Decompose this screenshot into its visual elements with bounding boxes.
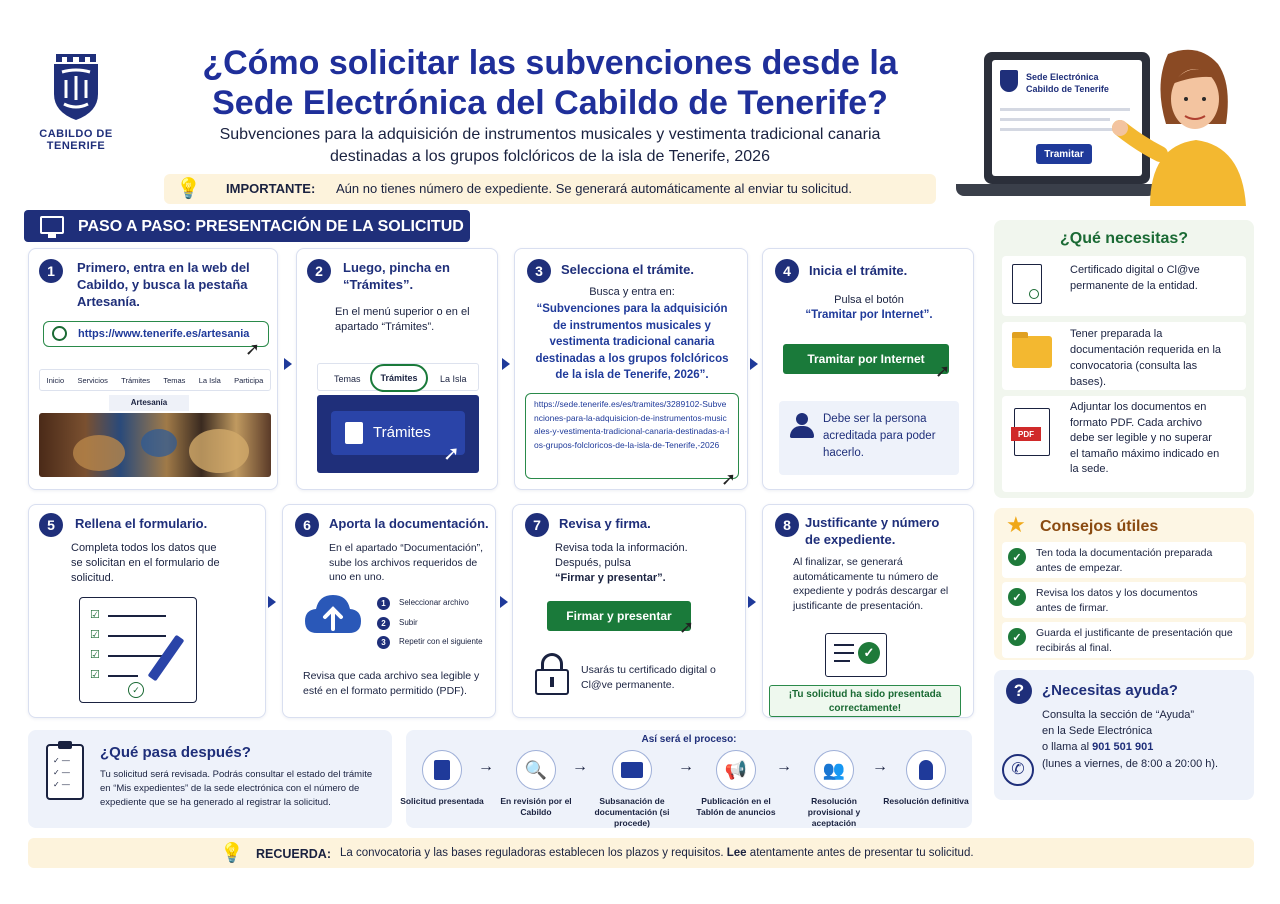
process-title: Así será el proceso: [641,734,737,745]
step-number: 5 [39,513,63,537]
woman-pointing-illustration [1110,44,1260,206]
step-4-text2: “Tramitar por Internet”. [805,309,933,321]
cursor-icon: ➚ [443,443,460,465]
remember-banner [28,838,1254,868]
step-4-title: Inicia el trámite. [809,263,908,278]
step-7-text3: “Firmar y presentar”. [555,572,666,584]
tab-la-isla[interactable]: La Isla [440,374,467,384]
step-6-text: En el apartado “Documentación”, sube los archivos requeridos de uno en uno. [329,542,484,583]
process-step-label: En revisión por el Cabildo [500,796,572,817]
step-2-text: En el menú superior o en el apartado “Trámites”. [335,306,470,333]
process-step-megaphone-icon: 📢 [716,750,756,790]
needs-item [1002,396,1246,492]
tabs-menu [317,363,479,391]
step-7-text1: Revisa toda la información. [555,542,688,554]
cursor-icon: ➚ [721,469,737,489]
firmar-presentar-button[interactable]: Firmar y presentar [547,601,691,631]
logo-text: CABILDO DE TENERIFE [39,128,113,152]
step-2-title: Luego, pincha en [343,260,450,275]
help-title: ¿Necesitas ayuda? [1042,682,1178,699]
step-4-note: Debe ser la persona acreditada para poder hacerlo. [823,413,936,459]
tips-panel [994,508,1254,660]
step-3-intro: Busca y entra en: [589,286,675,298]
process-step-label: Resolución provisional y aceptación [807,796,861,828]
after-title: ¿Qué pasa después? [100,744,251,761]
step-number: 6 [295,513,319,537]
subtitle-line2: destinadas a los grupos folclóricos de la isla de Tenerife, 2026 [330,148,770,165]
remember-label: RECUERDA: [256,847,331,861]
tramites-button-label: Trámites [373,424,431,441]
check-icon: ✓ [1008,588,1026,606]
page-title-line1: ¿Cómo solicitar las subvenciones desde la [202,44,898,82]
step-5-title: Rellena el formulario. [75,516,208,531]
next-arrow-icon [500,596,508,608]
help-phone[interactable]: 901 501 901 [1092,741,1154,753]
tab-tramites[interactable]: Trámites [370,364,428,392]
step-7-card [512,504,746,718]
pdf-badge: PDF [1011,427,1041,441]
step-8-title: Justificante y número [805,515,940,530]
crafts-photo [39,413,271,477]
step-number: 8 [775,513,799,537]
lightbulb-icon: 💡 [220,843,244,864]
lock-icon [535,653,569,695]
cloud-upload-icon [303,593,363,637]
step-1-card [28,248,278,490]
next-arrow-icon [284,358,292,370]
procedure-url-box[interactable] [525,393,739,479]
cursor-icon: ➚ [679,617,695,637]
laptop-tramitar-button: Tramitar [1036,144,1092,164]
globe-icon [52,326,67,341]
tab-temas[interactable]: Temas [334,374,361,384]
step-6-title: Aporta la documentación. [329,516,489,531]
needs-title: ¿Qué necesitas? [1059,230,1189,247]
document-icon [345,422,363,444]
pdf-file-icon [1014,408,1050,456]
step-7-title: Revisa y firma. [559,516,651,531]
step-1-title: Primero, entra en la web del Cabildo, y busca la pestaña Artesanía. [77,260,250,309]
check-icon: ✓ [1008,548,1026,566]
next-arrow-icon [502,358,510,370]
step-3-card [514,248,748,490]
process-step-submitted-icon [422,750,462,790]
after-panel [28,730,392,828]
question-icon: ? [1006,678,1032,704]
step-8-card [762,504,974,718]
cabildo-logo [22,42,130,154]
tip-item: ✓ Ten toda la documentación preparada antes de empezar. [1002,542,1246,578]
menu-item[interactable]: Temas [163,375,186,385]
important-banner [164,174,936,204]
menu-item[interactable]: Servicios [77,375,108,385]
help-panel [994,670,1254,800]
process-step-review-icon: 🔍 [516,750,556,790]
artesania-tab[interactable]: Artesanía [109,395,189,411]
important-text: Aún no tienes número de expediente. Se generará automáticamente al enviar tu solicitud. [336,181,852,196]
user-icon [789,413,815,439]
step-2-title-b: “Trámites”. [343,277,414,292]
cursor-icon: ➚ [245,339,261,359]
step-5-text: Completa todos los datos que se solicitan en el formulario de solicitud. [71,542,220,584]
url-text: https://www.tenerife.es/artesania [78,328,250,340]
url-bar[interactable] [43,321,269,347]
procedure-url: https://sede.tenerife.es/es/tramites/3289102-Subvenciones-para-la-adquisicion-de-instrumentos-musicales-y-vestimenta-tradicional-canaria-destinadas-a-los-grupos-folcloricos-de-la-isla-de-Tenerife,-2026 [534,399,730,450]
needs-item [1002,322,1246,390]
tips-title: Consejos útiles [1040,518,1159,535]
menu-item[interactable]: Inicio [46,375,65,385]
process-step-resolution-icon [906,750,946,790]
menu-item[interactable]: La Isla [198,375,221,385]
step-5-card [28,504,266,718]
help-line4: (lunes a viernes, de 8:00 a 20:00 h). [1042,758,1219,770]
monitor-icon [40,216,64,234]
success-message: ¡Tu solicitud ha sido presentada correctamente! [769,685,961,717]
page-title-line2: Sede Electrónica del Cabildo de Tenerife? [212,84,888,122]
menu-item[interactable]: Trámites [121,375,151,385]
step-number: 4 [775,259,799,283]
next-arrow-icon [750,358,758,370]
site-menu [39,369,271,391]
phone-icon: ✆ [1002,754,1034,786]
step-number: 2 [307,259,331,283]
needs-item-text: Certificado digital o Cl@ve permanente de la entidad. [1070,264,1200,292]
cursor-icon: ➚ [935,361,951,381]
needs-item-text: Tener preparada la documentación requerida en la convocatoria (consulta las bases). [1070,328,1222,388]
process-step-label: Publicación en el Tablón de anuncios [696,796,776,817]
section-title-bar [24,210,470,242]
step-6-footer: Revisa que cada archivo sea legible y esté en el formato permitido (PDF). [303,670,480,697]
section-title: PASO A PASO: PRESENTACIÓN DE LA SOLICITUD [78,218,464,235]
lightbulb-icon: 💡 [176,178,201,200]
step-6-card: 6 Aporta la documentación. En el apartado “Documentación”, sube los archivos requeridos de uno en uno. 1 Seleccionar archivo 2 Subir 3 Repetir con el siguiente Revisa que cada archivo sea legible y esté en el formato permitido (PDF). [282,504,496,718]
star-icon: ★ [1006,512,1026,537]
step-4-card [762,248,974,490]
process-step-label: Solicitud presentada [400,796,484,806]
laptop-title1: Sede Electrónica [1026,72,1099,82]
process-step-folder-icon [612,750,652,790]
folder-icon [1012,336,1052,368]
next-arrow-icon [268,596,276,608]
arrow-right-icon: → [572,758,588,775]
arrow-right-icon: → [872,758,888,775]
needs-panel [994,220,1254,498]
certificate-icon [1012,264,1042,304]
step-8-text: Al finalizar, se generará automáticamente tu número de expediente y podrás descargar el justificante de presentación. [793,556,949,612]
menu-item[interactable]: Participa [234,375,264,385]
step-8-title-b: de expediente. [805,532,896,547]
laptop-logo-icon [1000,70,1018,92]
laptop-title2: Cabildo de Tenerife [1026,84,1109,94]
step-7-note: Usarás tu certificado digital o Cl@ve permanente. [581,664,716,691]
process-step-label: Subsanación de documentación (si procede) [594,796,670,828]
step-2-card [296,248,498,490]
step-3-title: Selecciona el trámite. [561,262,694,277]
form-checklist-icon: ☑ ☑ ☑ ☑ ✓ [79,597,197,703]
step-4-note-box [779,401,959,475]
receipt-check-icon: ✓ [825,633,887,677]
tip-item: ✓ Revisa los datos y los documentos antes de firmar. [1002,582,1246,618]
arrow-right-icon: → [776,758,792,775]
after-text: Tu solicitud será revisada. Podrás consultar el estado del trámite en “Mis expedientes” de la sede electrónica con el número de expediente que se ha generado al registrar la solicitud. [100,769,373,808]
help-line3: o llama al 901 501 901 [1042,741,1154,753]
next-arrow-icon [748,596,756,608]
remember-text: La convocatoria y las bases reguladoras establecen los plazos y requisitos. Lee atentamente antes de presentar tu solicitud. [340,847,974,859]
subtitle-line1: Subvenciones para la adquisición de instrumentos musicales y vestimenta tradicional canaria [219,126,881,143]
arrow-right-icon: → [478,758,494,775]
check-icon: ✓ [1008,628,1026,646]
important-label: IMPORTANTE: [226,181,316,196]
step-4-text1: Pulsa el botón [834,294,904,306]
step-3-procedure-name: “Subvenciones para la adquisición de instrumentos musicales y vestimenta tradicional canaria destinadas a los grupos folclóricos de la isla de Tenerife, 2026”. [535,303,729,381]
help-line2: en la Sede Electrónica [1042,725,1153,737]
needs-item-text: Adjuntar los documentos en formato PDF. Cada archivo debe ser legible y no superar el tamaño máximo indicado en la sede. [1070,401,1220,475]
process-step-label: Resolución definitiva [883,796,969,806]
process-panel [400,730,972,828]
step-number: 3 [527,259,551,283]
help-line1: Consulta la sección de “Ayuda” [1042,709,1195,721]
arrow-right-icon: → [678,758,694,775]
process-step-people-icon: 👥 [814,750,854,790]
clipboard-icon: ✓ — ✓ — ✓ — [46,744,84,800]
step-7-text2: Después, pulsa [555,557,631,569]
needs-item [1002,256,1246,316]
step-number: 1 [39,259,63,283]
tip-item: ✓ Guarda el justificante de presentación que recibirás al final. [1002,622,1246,658]
tramitar-internet-button[interactable]: Tramitar por Internet [783,344,949,374]
step-number: 7 [525,513,549,537]
